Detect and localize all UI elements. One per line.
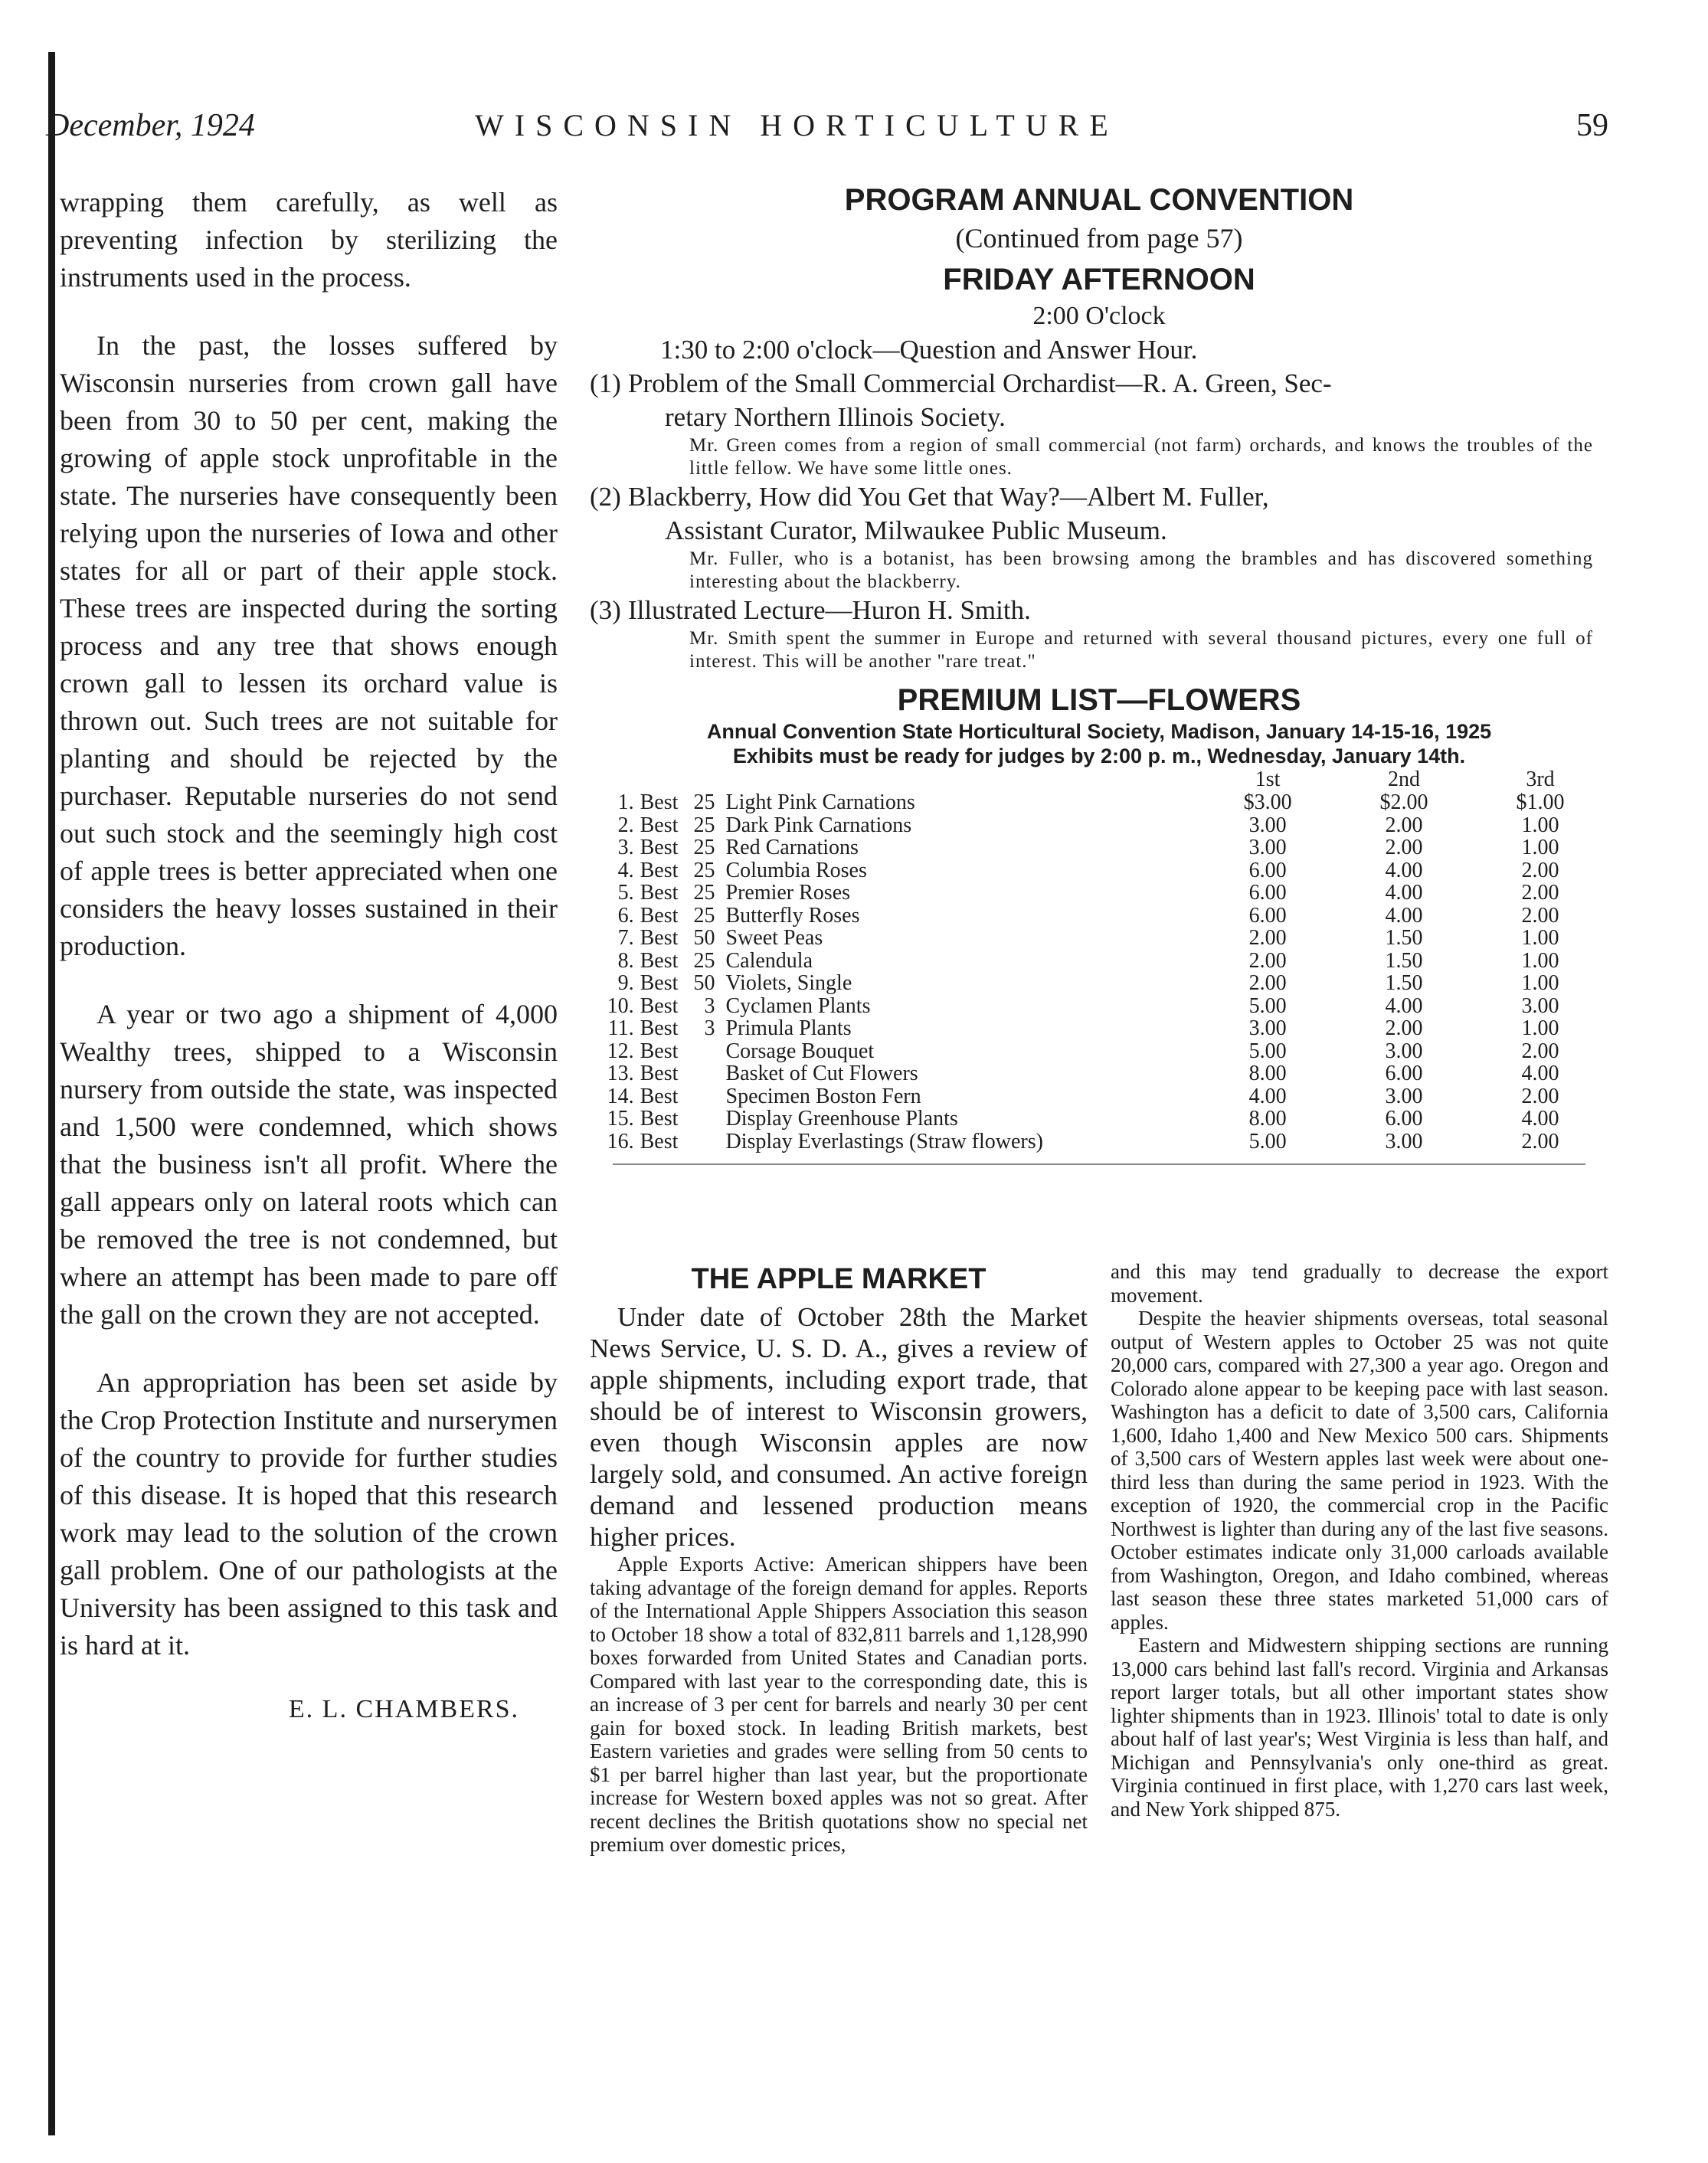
market-column-1 (590, 1260, 1088, 1857)
program-time: 2:00 O'clock (1032, 302, 1166, 330)
premium-row-number: 11. (607, 1016, 634, 1040)
premium-row-best: Best (640, 903, 679, 928)
premium-row-third-prize: 1.00 (1521, 813, 1559, 837)
premium-row (590, 791, 1608, 814)
premium-row-third-prize: 2.00 (1521, 1084, 1559, 1108)
item-note: Mr. Green comes from a region of small commercial (not farm) orchards, and knows the troubles of the little fellow. We have some little ones. (689, 435, 1593, 479)
premium-row-name: Primula Plants (725, 1016, 852, 1040)
premium-row-third-prize: 1.00 (1521, 1016, 1559, 1040)
premium-row-third-prize: 3.00 (1521, 993, 1559, 1018)
premium-row-second-prize: 6.00 (1385, 1062, 1423, 1085)
premium-row-name: Dark Pink Carnations (725, 813, 912, 837)
premium-row-first-prize: 3.00 (1248, 813, 1287, 837)
col-header-1st: 1st (1255, 767, 1281, 791)
premium-row-first-prize: 2.00 (1248, 926, 1287, 950)
premium-row-name: Violets, Single (725, 971, 852, 995)
premium-row-third-prize: 1.00 (1521, 836, 1559, 859)
item-line1: Problem of the Small Commercial Orchardist—R. A. Green, Sec- (628, 368, 1332, 398)
premium-row-name: Light Pink Carnations (725, 790, 915, 814)
premium-row-first-prize: 5.00 (1248, 993, 1287, 1018)
premium-row (590, 995, 1608, 1018)
premium-row-second-prize: 4.00 (1385, 881, 1423, 905)
premium-row (590, 1062, 1608, 1085)
premium-row (590, 972, 1608, 995)
article-paragraph: An appropriation has been set aside by the Crop Protection Institute and nurserymen of the country to provide for further studies of this disease. It is hoped that this research work may lead to the solution of the crown gall problem. One of our pathologists at the University has been assigned to this task and is hard at it. (60, 1367, 558, 1661)
premium-row-quantity: 3 (704, 993, 715, 1018)
premium-row-number: 12. (607, 1039, 634, 1063)
premium-row-third-prize: 1.00 (1521, 948, 1559, 973)
premium-row-first-prize: 6.00 (1248, 881, 1287, 905)
premium-row-first-prize: 4.00 (1248, 1084, 1287, 1108)
premium-row-quantity: 25 (693, 813, 715, 837)
market-paragraph: Eastern and Midwestern shipping sections are running 13,000 cars behind last fall's record. Virginia and Arkansas report larger totals, but all other important states show lighter shipments than in 1923. Illinois' total to date is only about half of last year's; West Virginia is less than half, and Michigan and Pennsylvania's only one-third as great. Virginia continued in first place, with 1,270 cars last week, and New York shipped 875. (1111, 1634, 1608, 1821)
premium-row (590, 1108, 1608, 1131)
premium-row-second-prize: 2.00 (1385, 813, 1423, 837)
premium-row-number: 7. (617, 926, 634, 950)
premium-row (590, 859, 1608, 882)
premium-row-second-prize: 3.00 (1385, 1084, 1423, 1108)
premium-row-best: Best (640, 1107, 679, 1131)
binding-edge (48, 52, 55, 2135)
premium-row-second-prize: 4.00 (1385, 993, 1423, 1018)
premium-row-quantity (685, 1062, 726, 1085)
header-date: December, 1924 (46, 108, 255, 143)
premium-row-number: 8. (617, 948, 634, 973)
premium-row-best: Best (640, 1129, 679, 1153)
premium-row-best: Best (640, 1062, 679, 1085)
premium-row-best: Best (640, 790, 679, 814)
premium-row-name: Red Carnations (725, 836, 859, 859)
premium-row-third-prize: 1.00 (1521, 926, 1559, 950)
premium-table (590, 768, 1608, 1153)
premium-row (590, 882, 1608, 905)
premium-row-first-prize: 6.00 (1248, 903, 1287, 928)
premium-row-quantity (685, 1040, 726, 1063)
market-paragraph: Despite the heavier shipments overseas, total seasonal output of Western apples to October 25 was not quite 20,000 cars, compared with 27,300 a year ago. Oregon and Colorado alone appear to be keeping pace with last season. Washington has a deficit to date of 3,500 cars, California 1,600, Idaho 1,400 and New Mexico 500 cars. Shipments of 3,500 cars of Western apples last week were about one-third less than during the same period in 1923. With the exception of 1920, the commercial crop in the Pacific Northwest is lighter than during any of the last five seasons. October estimates indicate only 31,000 carloads available from Washington, Oregon, and Idaho combined, whereas last season these three states marketed 51,000 cars of apples. (1111, 1307, 1608, 1634)
premium-row-name: Corsage Bouquet (725, 1039, 875, 1063)
item-number: (1) (590, 368, 621, 398)
premium-row-third-prize: 4.00 (1521, 1062, 1559, 1085)
header-title: WISCONSIN HORTICULTURE (475, 108, 1119, 142)
premium-row-number: 5. (617, 881, 634, 905)
premium-row-name: Sweet Peas (725, 926, 823, 950)
premium-row (590, 927, 1608, 950)
premium-row-third-prize: 4.00 (1521, 1107, 1559, 1131)
premium-row-name: Columbia Roses (725, 858, 867, 882)
premium-row-second-prize: 3.00 (1385, 1129, 1423, 1153)
premium-subtitle: Annual Convention State Horticultural Society, Madison, January 14-15-16, 1925 (706, 720, 1492, 743)
premium-row-number: 2. (617, 813, 634, 837)
program-continued: (Continued from page 57) (955, 223, 1243, 254)
market-title: THE APPLE MARKET (691, 1263, 987, 1295)
program-item (590, 367, 1608, 480)
premium-row-quantity: 25 (693, 881, 715, 905)
premium-row-third-prize: 2.00 (1521, 903, 1559, 928)
premium-row-first-prize: 3.00 (1248, 836, 1287, 859)
premium-row-first-prize: 2.00 (1248, 971, 1287, 995)
premium-row-number: 6. (617, 903, 634, 928)
premium-row (590, 905, 1608, 928)
item-line1: Blackberry, How did You Get that Way?—Albert M. Fuller, (628, 482, 1269, 512)
page-number: 59 (1576, 108, 1608, 143)
premium-row-second-prize: 4.00 (1385, 858, 1423, 882)
premium-row-quantity: 25 (693, 903, 715, 928)
article-paragraph: A year or two ago a shipment of 4,000 Wealthy trees, shipped to a Wisconsin nursery from outside the state, was inspected and 1,500 were condemned, which shows that the business isn't all profit. Where the gall appears only on lateral roots which can be removed the tree is not condemned, but where an attempt has been made to pare off the gall on the crown they are not accepted. (60, 999, 558, 1330)
premium-row (590, 814, 1608, 837)
premium-row-best: Best (640, 1084, 679, 1108)
premium-row (590, 950, 1608, 973)
market-column-2 (1111, 1260, 1608, 1821)
item-note: Mr. Fuller, who is a botanist, has been browsing among the brambles and has discovered something interesting about the blackberry. (689, 548, 1593, 592)
premium-row-first-prize: 8.00 (1248, 1062, 1287, 1085)
premium-row-third-prize: 2.00 (1521, 858, 1559, 882)
premium-row-quantity: 25 (693, 790, 715, 814)
premium-row-name: Display Everlastings (Straw flowers) (725, 1129, 1043, 1153)
premium-row-quantity: 25 (693, 858, 715, 882)
premium-row-name: Basket of Cut Flowers (725, 1062, 918, 1085)
premium-row-best: Best (640, 836, 679, 859)
premium-row-name: Cyclamen Plants (725, 993, 871, 1018)
premium-title: PREMIUM LIST—FLOWERS (897, 683, 1301, 717)
premium-row-third-prize: $1.00 (1516, 790, 1565, 814)
premium-row-name: Display Greenhouse Plants (725, 1107, 958, 1131)
premium-row-third-prize: 2.00 (1521, 881, 1559, 905)
premium-row-best: Best (640, 948, 679, 973)
article-paragraph: wrapping them carefully, as well as preventing infection by sterilizing the instruments used in the process. (60, 187, 558, 293)
page-header (46, 107, 1608, 153)
premium-row-quantity (685, 1108, 726, 1131)
item-line2: Assistant Curator, Milwaukee Public Museum. (665, 515, 1167, 545)
premium-row-first-prize: 8.00 (1248, 1107, 1287, 1131)
premium-row-first-prize: $3.00 (1243, 790, 1292, 814)
premium-row-quantity: 25 (693, 948, 715, 973)
author-signature: E. L. CHAMBERS. (288, 1695, 519, 1723)
premium-row-number: 3. (617, 836, 634, 859)
program-first-line: 1:30 to 2:00 o'clock—Question and Answer Hour. (660, 335, 1198, 365)
crown-gall-article (60, 184, 558, 1724)
premium-row-second-prize: 1.50 (1385, 948, 1423, 973)
premium-row-best: Best (640, 971, 679, 995)
premium-row-quantity: 50 (693, 971, 715, 995)
premium-row (590, 1017, 1608, 1040)
premium-row-number: 4. (617, 858, 634, 882)
premium-row-quantity (685, 1085, 726, 1108)
premium-row-first-prize: 3.00 (1248, 1016, 1287, 1040)
premium-row-second-prize: 4.00 (1385, 903, 1423, 928)
premium-row-best: Best (640, 993, 679, 1018)
premium-row (590, 1131, 1608, 1153)
premium-row-third-prize: 2.00 (1521, 1039, 1559, 1063)
premium-row-first-prize: 2.00 (1248, 948, 1287, 973)
premium-row-third-prize: 2.00 (1521, 1129, 1559, 1153)
program-item (590, 594, 1608, 673)
program-title: PROGRAM ANNUAL CONVENTION (844, 183, 1354, 217)
premium-row-second-prize: 3.00 (1385, 1039, 1423, 1063)
program-item (590, 480, 1608, 594)
premium-row-quantity: 3 (704, 1016, 715, 1040)
premium-row-quantity: 50 (693, 926, 715, 950)
premium-row (590, 1040, 1608, 1063)
premium-row-number: 15. (607, 1107, 634, 1131)
premium-row-second-prize: $2.00 (1379, 790, 1428, 814)
premium-row-quantity: 25 (693, 836, 715, 859)
premium-row-first-prize: 6.00 (1248, 858, 1287, 882)
premium-row-number: 10. (607, 993, 634, 1018)
premium-row-number: 13. (607, 1062, 634, 1085)
col-header-2nd: 2nd (1388, 767, 1421, 791)
item-line2: retary Northern Illinois Society. (665, 402, 1006, 432)
premium-row-best: Best (640, 1016, 679, 1040)
premium-row (590, 836, 1608, 859)
premium-row-best: Best (640, 813, 679, 837)
item-number: (2) (590, 482, 621, 512)
program-day: FRIDAY AFTERNOON (943, 263, 1255, 296)
premium-row-name: Calendula (725, 948, 813, 973)
premium-row-second-prize: 1.50 (1385, 971, 1423, 995)
program-section (590, 180, 1608, 1165)
item-number: (3) (590, 595, 621, 625)
premium-row-number: 14. (607, 1084, 634, 1108)
premium-row-second-prize: 6.00 (1385, 1107, 1423, 1131)
premium-row-quantity (685, 1131, 726, 1153)
premium-row-best: Best (640, 1039, 679, 1063)
premium-deadline: Exhibits must be ready for judges by 2:00 p. m., Wednesday, January 14th. (732, 744, 1466, 767)
premium-row-second-prize: 2.00 (1385, 836, 1423, 859)
item-note: Mr. Smith spent the summer in Europe and returned with several thousand pictures, every one full of interest. This will be another "rare treat." (689, 628, 1593, 672)
col-header-3rd: 3rd (1526, 767, 1555, 791)
premium-row-first-prize: 5.00 (1248, 1129, 1287, 1153)
premium-row-name: Premier Roses (725, 881, 851, 905)
premium-row-number: 16. (607, 1129, 634, 1153)
section-divider (613, 1163, 1585, 1165)
premium-row-number: 1. (617, 790, 634, 814)
premium-row (590, 1085, 1608, 1108)
premium-row-second-prize: 2.00 (1385, 1016, 1423, 1040)
premium-row-name: Butterfly Roses (725, 903, 860, 928)
premium-row-best: Best (640, 881, 679, 905)
market-paragraph: and this may tend gradually to decrease the export movement. (1111, 1260, 1608, 1307)
article-paragraph: In the past, the losses suffered by Wisconsin nurseries from crown gall have been from 30 to 50 per cent, making the growing of apple stock unprofitable in the state. The nurseries have consequently been relying upon the nurseries of Iowa and other states for all or part of their apple stock. These trees are inspected during the sorting process and any tree that shows enough crown gall to lessen its orchard value is thrown out. Such trees are not suitable for planting and should be rejected by the purchaser. Reputable nurseries do not send out such stock and the seemingly high cost of apple trees is better appreciated when one considers the heavy losses sustained in their production. (60, 330, 558, 961)
market-lead: Under date of October 28th the Market News Service, U. S. D. A., gives a review of apple shipments, including export trade, that should be of interest to Wisconsin growers, even though Wisconsin apples are now largely sold, and consumed. An active foreign demand and lessened production means higher prices. (590, 1302, 1088, 1552)
premium-row-first-prize: 5.00 (1248, 1039, 1287, 1063)
premium-row-best: Best (640, 858, 679, 882)
market-paragraph: Apple Exports Active: American shippers have been taking advantage of the foreign demand for apples. Reports of the International Apple Shippers Association this season to October 18 show a total of 832,811 barrels and 1,128,990 boxes forwarded from United States and Canadian ports. Compared with last year to the corresponding date, this is an increase of 3 per cent for barrels and nearly 30 per cent gain for boxed stock. In leading British markets, best Eastern varieties and grades were selling from 50 cents to $1 per barrel higher than last year, but the proportionate increase for Western boxed apples was not so great. After recent declines the British quotations show no special net premium over domestic prices, (590, 1553, 1088, 1856)
premium-row-third-prize: 1.00 (1521, 971, 1559, 995)
premium-row-second-prize: 1.50 (1385, 926, 1423, 950)
item-line1: Illustrated Lecture—Huron H. Smith. (628, 595, 1031, 625)
premium-row-best: Best (640, 926, 679, 950)
premium-header-row (590, 768, 1608, 791)
premium-row-name: Specimen Boston Fern (725, 1084, 921, 1108)
premium-row-number: 9. (617, 971, 634, 995)
